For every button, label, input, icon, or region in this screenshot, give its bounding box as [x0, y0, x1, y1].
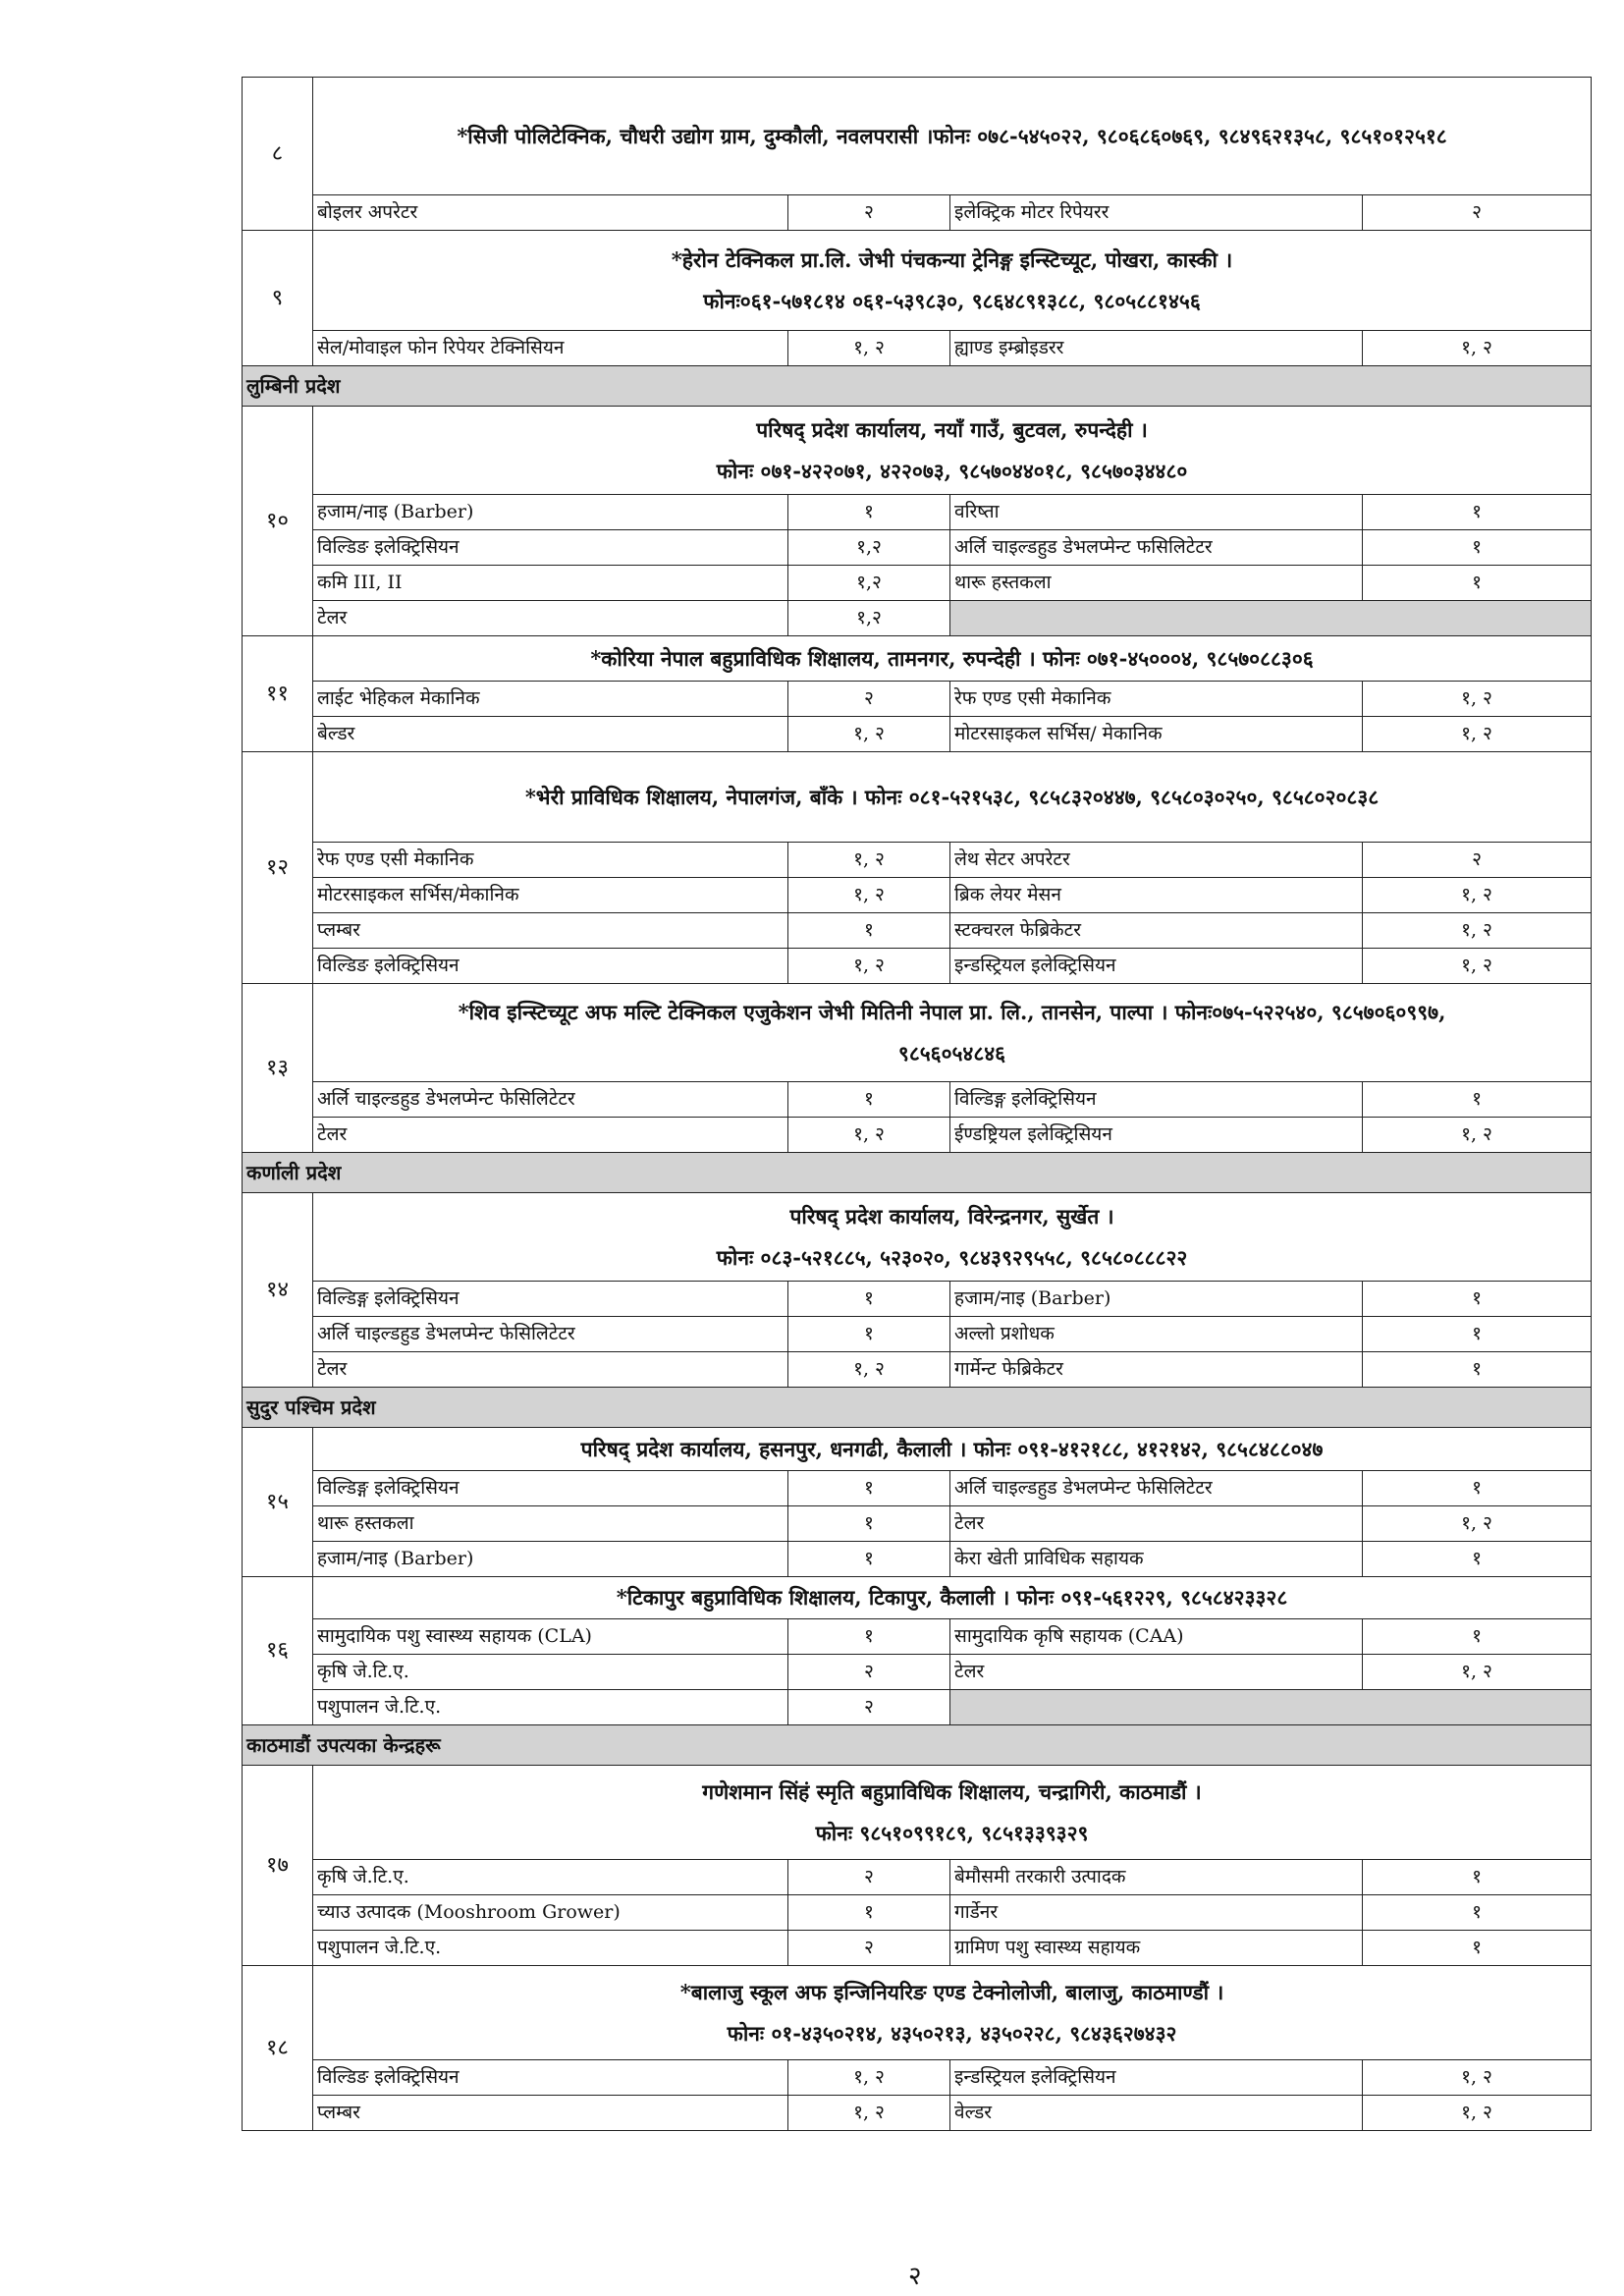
- course-name-left: पशुपालन जे.टि.ए.: [313, 1690, 788, 1725]
- serial-number: १८: [243, 1966, 313, 2131]
- empty-cell: [950, 1690, 1592, 1725]
- course-level-left: २: [788, 195, 950, 231]
- course-level-right: १, २: [1363, 1118, 1592, 1153]
- course-row: [243, 1895, 1592, 1931]
- course-name-right: अर्लि चाइल्डहुड डेभलप्मेन्ट फेसिलिटेटर: [950, 1471, 1363, 1506]
- course-level-right: १: [1363, 566, 1592, 601]
- institution-info: [313, 407, 1592, 495]
- course-row: [243, 1506, 1592, 1542]
- course-name-left: बोइलर अपरेटर: [313, 195, 788, 231]
- course-name-left: प्लम्बर: [313, 913, 788, 949]
- course-name-right: बेमौसमी तरकारी उत्पादक: [950, 1860, 1363, 1895]
- course-level-left: १: [788, 1895, 950, 1931]
- institution-info: [313, 1577, 1592, 1619]
- institution-info: [313, 1966, 1592, 2060]
- institution-line: फोनः ०८३-५२१८८५, ५२३०२०, ९८४३९२९५५८, ९८५८०८८८२२: [716, 1244, 1188, 1270]
- course-row: [243, 1471, 1592, 1506]
- course-level-left: १: [788, 1082, 950, 1118]
- course-level-right: २: [1363, 843, 1592, 878]
- course-level-left: २: [788, 682, 950, 717]
- course-level-left: १: [788, 1619, 950, 1655]
- course-name-left: विल्डिङ इलेक्ट्रिसियन: [313, 949, 788, 984]
- course-level-right: १, २: [1363, 913, 1592, 949]
- course-name-right: ग्रामिण पशु स्वास्थ्य सहायक: [950, 1931, 1363, 1966]
- course-level-left: १: [788, 1542, 950, 1577]
- course-name-right: इन्डस्ट्रियल इलेक्ट्रिसियन: [950, 949, 1363, 984]
- course-level-left: १, २: [788, 331, 950, 366]
- course-name-left: कृषि जे.टि.ए.: [313, 1655, 788, 1690]
- course-row: [243, 949, 1592, 984]
- course-level-right: १: [1363, 1082, 1592, 1118]
- course-row: [243, 331, 1592, 366]
- institution-line: *हेरोन टेक्निकल प्रा.लि. जेभी पंचकन्या ट्रेनिङ्ग इन्स्टिच्यूट, पोखरा, कास्की ।: [671, 246, 1233, 272]
- document-table-container: [242, 77, 1591, 2131]
- course-row: [243, 843, 1592, 878]
- institution-line: *टिकापुर बहुप्राविधिक शिक्षालय, टिकापुर, कैलाली । फोनः ०९१-५६१२२९, ९८५८४२३३२८: [616, 1585, 1288, 1610]
- course-level-left: १,२: [788, 530, 950, 566]
- course-level-left: १, २: [788, 878, 950, 913]
- course-name-right: हजाम/नाइ (Barber): [950, 1282, 1363, 1317]
- institution-line: फोनः ०१-४३५०२१४, ४३५०२१३, ४३५०२२८, ९८४३६२७४३२: [727, 2020, 1177, 2046]
- course-name-left: सेल/मोवाइल फोन रिपेयर टेक्निसियन: [313, 331, 788, 366]
- course-row: [243, 1282, 1592, 1317]
- region-heading: काठमाडौं उपत्यका केन्द्रहरू: [243, 1725, 1592, 1766]
- course-name-left: मोटरसाइकल सर्भिस/मेकानिक: [313, 878, 788, 913]
- course-level-left: १, २: [788, 949, 950, 984]
- course-name-right: ह्याण्ड इम्ब्रोइडरर: [950, 331, 1363, 366]
- institution-info: [313, 984, 1592, 1082]
- course-name-left: विल्डिङ्ग इलेक्ट्रिसियन: [313, 1282, 788, 1317]
- course-level-left: १: [788, 1282, 950, 1317]
- course-name-right: वरिष्ता: [950, 495, 1363, 530]
- course-name-right: गार्डेनर: [950, 1895, 1363, 1931]
- course-name-left: च्याउ उत्पादक (Mooshroom Grower): [313, 1895, 788, 1931]
- institution-line: *भेरी प्राविधिक शिक्षालय, नेपालगंज, बाँके । फोनः ०८१-५२१५३८, ९८५८३२०४४७, ९८५८०३०२५०, ९८५८०२०८३८: [524, 784, 1380, 809]
- course-name-left: विल्डिङ्ग इलेक्ट्रिसियन: [313, 1471, 788, 1506]
- institution-header-row: [243, 231, 1592, 331]
- course-level-left: १, २: [788, 1118, 950, 1153]
- course-name-right: अल्लो प्रशोधक: [950, 1317, 1363, 1352]
- institution-header-row: [243, 1966, 1592, 2060]
- serial-number: १७: [243, 1766, 313, 1966]
- course-row: [243, 878, 1592, 913]
- institution-header-row: [243, 636, 1592, 682]
- region-row: [243, 366, 1592, 407]
- course-row: [243, 1655, 1592, 1690]
- institution-info: [313, 231, 1592, 331]
- course-name-left: हजाम/नाइ (Barber): [313, 1542, 788, 1577]
- course-row: [243, 495, 1592, 530]
- institution-header-row: [243, 1428, 1592, 1471]
- institution-line: फोनः ०७१-४२२०७१, ४२२०७३, ९८५७०४४०१८, ९८५७०३४४८०: [716, 458, 1188, 483]
- empty-cell: [950, 601, 1592, 636]
- course-name-left: अर्लि चाइल्डहुड डेभलप्मेन्ट फेसिलिटेटर: [313, 1082, 788, 1118]
- course-row: [243, 1542, 1592, 1577]
- course-name-right: इलेक्ट्रिक मोटर रिपेयरर: [950, 195, 1363, 231]
- course-row: [243, 1118, 1592, 1153]
- institution-line: ९८५६०५४८४६: [897, 1040, 1006, 1066]
- course-name-left: टेलर: [313, 1118, 788, 1153]
- serial-number: १०: [243, 407, 313, 636]
- course-level-left: १: [788, 1317, 950, 1352]
- course-name-left: बेल्डर: [313, 717, 788, 752]
- serial-number: ९: [243, 231, 313, 366]
- course-row: [243, 2060, 1592, 2096]
- course-row: [243, 913, 1592, 949]
- course-row: [243, 566, 1592, 601]
- course-level-left: १, २: [788, 1352, 950, 1388]
- course-row: [243, 717, 1592, 752]
- course-name-left: टेलर: [313, 601, 788, 636]
- course-level-left: १, २: [788, 717, 950, 752]
- course-name-right: टेलर: [950, 1506, 1363, 1542]
- course-level-right: १: [1363, 530, 1592, 566]
- course-name-right: टेलर: [950, 1655, 1363, 1690]
- course-level-right: १: [1363, 1317, 1592, 1352]
- institution-line: फोनः ९८५१०९९१८९, ९८५१३३९३२९: [815, 1820, 1089, 1845]
- course-row: [243, 1619, 1592, 1655]
- course-row: [243, 1352, 1592, 1388]
- course-level-left: १: [788, 1506, 950, 1542]
- course-level-right: १: [1363, 1619, 1592, 1655]
- institution-info: [313, 752, 1592, 843]
- course-level-right: १: [1363, 1542, 1592, 1577]
- course-level-right: १, २: [1363, 717, 1592, 752]
- page-number: २: [908, 2262, 922, 2291]
- course-name-left: थारू हस्तकला: [313, 1506, 788, 1542]
- course-level-left: १, २: [788, 2096, 950, 2131]
- course-level-right: १, २: [1363, 1655, 1592, 1690]
- course-name-right: मोटरसाइकल सर्भिस/ मेकानिक: [950, 717, 1363, 752]
- serial-number: ११: [243, 636, 313, 752]
- course-level-left: १: [788, 1471, 950, 1506]
- serial-number: १४: [243, 1193, 313, 1388]
- serial-number: १२: [243, 752, 313, 984]
- serial-number: १६: [243, 1577, 313, 1725]
- course-name-right: वेल्डर: [950, 2096, 1363, 2131]
- institution-info: [313, 78, 1592, 195]
- training-centers-table: [242, 77, 1592, 2131]
- course-name-right: रेफ एण्ड एसी मेकानिक: [950, 682, 1363, 717]
- region-heading: लुम्बिनी प्रदेश: [243, 366, 1592, 407]
- course-name-left: हजाम/नाइ (Barber): [313, 495, 788, 530]
- course-level-right: १: [1363, 1860, 1592, 1895]
- region-heading: सुदुर पश्चिम प्रदेश: [243, 1388, 1592, 1428]
- course-name-left: प्लम्बर: [313, 2096, 788, 2131]
- course-row: [243, 1931, 1592, 1966]
- region-row: [243, 1388, 1592, 1428]
- course-row: [243, 1690, 1592, 1725]
- course-level-left: २: [788, 1931, 950, 1966]
- course-level-right: १, २: [1363, 331, 1592, 366]
- course-name-left: पशुपालन जे.टि.ए.: [313, 1931, 788, 1966]
- institution-line: परिषद् प्रदेश कार्यालय, नयाँ गाउँ, बुटवल, रुपन्देही ।: [756, 416, 1148, 442]
- institution-header-row: [243, 984, 1592, 1082]
- course-row: [243, 682, 1592, 717]
- course-name-right: अर्लि चाइल्डहुड डेभलप्मेन्ट फसिलिटेटर: [950, 530, 1363, 566]
- institution-line: परिषद् प्रदेश कार्यालय, विरेन्द्रनगर, सुर्खेत ।: [789, 1203, 1114, 1229]
- course-level-left: २: [788, 1690, 950, 1725]
- course-level-right: १, २: [1363, 1506, 1592, 1542]
- institution-line: फोनः०६१-५७१८१४ ०६१-५३९८३०, ९८६४८९१३८८, ९८०५८८१४५६: [703, 288, 1201, 313]
- course-name-left: सामुदायिक पशु स्वास्थ्य सहायक (CLA): [313, 1619, 788, 1655]
- course-level-right: १: [1363, 1471, 1592, 1506]
- course-name-left: विल्डिङ इलेक्ट्रिसियन: [313, 530, 788, 566]
- course-level-right: १: [1363, 1282, 1592, 1317]
- region-heading: कर्णाली प्रदेश: [243, 1153, 1592, 1193]
- course-name-left: विल्डिङ इलेक्ट्रिसियन: [313, 2060, 788, 2096]
- course-name-right: इन्डस्ट्रियल इलेक्ट्रिसियन: [950, 2060, 1363, 2096]
- serial-number: १३: [243, 984, 313, 1153]
- course-level-right: १: [1363, 1895, 1592, 1931]
- institution-info: [313, 1428, 1592, 1471]
- course-level-right: १, २: [1363, 2060, 1592, 2096]
- course-name-left: लाईट भेहिकल मेकानिक: [313, 682, 788, 717]
- course-name-right: विल्डिङ्ग इलेक्ट्रिसियन: [950, 1082, 1363, 1118]
- course-level-left: २: [788, 1655, 950, 1690]
- institution-header-row: [243, 1577, 1592, 1619]
- course-level-right: १, २: [1363, 682, 1592, 717]
- course-level-right: १: [1363, 1931, 1592, 1966]
- institution-header-row: [243, 1766, 1592, 1860]
- course-level-left: १, २: [788, 2060, 950, 2096]
- institution-line: गणेशमान सिंहं स्मृति बहुप्राविधिक शिक्षालय, चन्द्रागिरी, काठमाडौं ।: [702, 1778, 1202, 1804]
- course-name-right: स्टक्चरल फेब्रिकेटर: [950, 913, 1363, 949]
- institution-line: *बालाजु स्कूल अफ इन्जिनियरिङ एण्ड टेक्नोलोजी, बालाजु, काठमाण्डौं ।: [679, 1979, 1224, 2004]
- course-row: [243, 1082, 1592, 1118]
- course-row: [243, 530, 1592, 566]
- region-row: [243, 1153, 1592, 1193]
- course-level-left: १: [788, 913, 950, 949]
- region-row: [243, 1725, 1592, 1766]
- course-level-left: १: [788, 495, 950, 530]
- institution-header-row: [243, 1193, 1592, 1282]
- course-row: [243, 1317, 1592, 1352]
- course-name-right: थारू हस्तकला: [950, 566, 1363, 601]
- institution-line: *सिजी पोलिटेक्निक, चौधरी उद्योग ग्राम, दुम्कौली, नवलपरासी ।फोनः ०७८-५४५०२२, ९८०६८६०७६९, ९८४९६२१३५८, ९८५१०१२५१८: [457, 123, 1447, 148]
- course-name-left: टेलर: [313, 1352, 788, 1388]
- course-level-right: २: [1363, 195, 1592, 231]
- course-name-right: केरा खेती प्राविधिक सहायक: [950, 1542, 1363, 1577]
- course-level-left: १, २: [788, 843, 950, 878]
- course-row: [243, 195, 1592, 231]
- course-row: [243, 1860, 1592, 1895]
- course-level-right: १: [1363, 495, 1592, 530]
- course-name-right: सामुदायिक कृषि सहायक (CAA): [950, 1619, 1363, 1655]
- institution-line: *कोरिया नेपाल बहुप्राविधिक शिक्षालय, तामनगर, रुपन्देही । फोनः ०७१-४५०००४, ९८५७०८८३०६: [590, 645, 1314, 671]
- institution-line: *शिव इन्स्टिच्यूट अफ मल्टि टेक्निकल एजुकेशन जेभी मितिनी नेपाल प्रा. लि., तानसेन, पाल्पा । फोनः०७५-५२२५४०, ९८५७०६०९९७,: [458, 999, 1446, 1024]
- course-name-left: अर्लि चाइल्डहुड डेभलप्मेन्ट फेसिलिटेटर: [313, 1317, 788, 1352]
- course-level-left: २: [788, 1860, 950, 1895]
- course-level-right: १, २: [1363, 878, 1592, 913]
- course-name-left: कृषि जे.टि.ए.: [313, 1860, 788, 1895]
- course-name-right: ब्रिक लेयर मेसन: [950, 878, 1363, 913]
- course-row: [243, 2096, 1592, 2131]
- course-row: [243, 601, 1592, 636]
- course-level-left: १,२: [788, 566, 950, 601]
- institution-info: [313, 1766, 1592, 1860]
- serial-number: १५: [243, 1428, 313, 1577]
- institution-header-row: [243, 407, 1592, 495]
- course-level-right: १: [1363, 1352, 1592, 1388]
- institution-info: [313, 1193, 1592, 1282]
- serial-number: ८: [243, 78, 313, 231]
- institution-line: परिषद् प्रदेश कार्यालय, हसनपुर, धनगढी, कैलाली । फोनः ०९१-४१२१८८, ४१२१४२, ९८५८४८८०४७: [580, 1436, 1324, 1461]
- course-name-right: लेथ सेटर अपरेटर: [950, 843, 1363, 878]
- institution-header-row: [243, 752, 1592, 843]
- institution-header-row: [243, 78, 1592, 195]
- course-name-right: गार्मेन्ट फेब्रिकेटर: [950, 1352, 1363, 1388]
- institution-info: [313, 636, 1592, 682]
- course-name-left: रेफ एण्ड एसी मेकानिक: [313, 843, 788, 878]
- course-level-left: १,२: [788, 601, 950, 636]
- course-name-right: ईण्डष्ट्रियल इलेक्ट्रिसियन: [950, 1118, 1363, 1153]
- course-level-right: १, २: [1363, 949, 1592, 984]
- course-level-right: १, २: [1363, 2096, 1592, 2131]
- course-name-left: कमि III, II: [313, 566, 788, 601]
